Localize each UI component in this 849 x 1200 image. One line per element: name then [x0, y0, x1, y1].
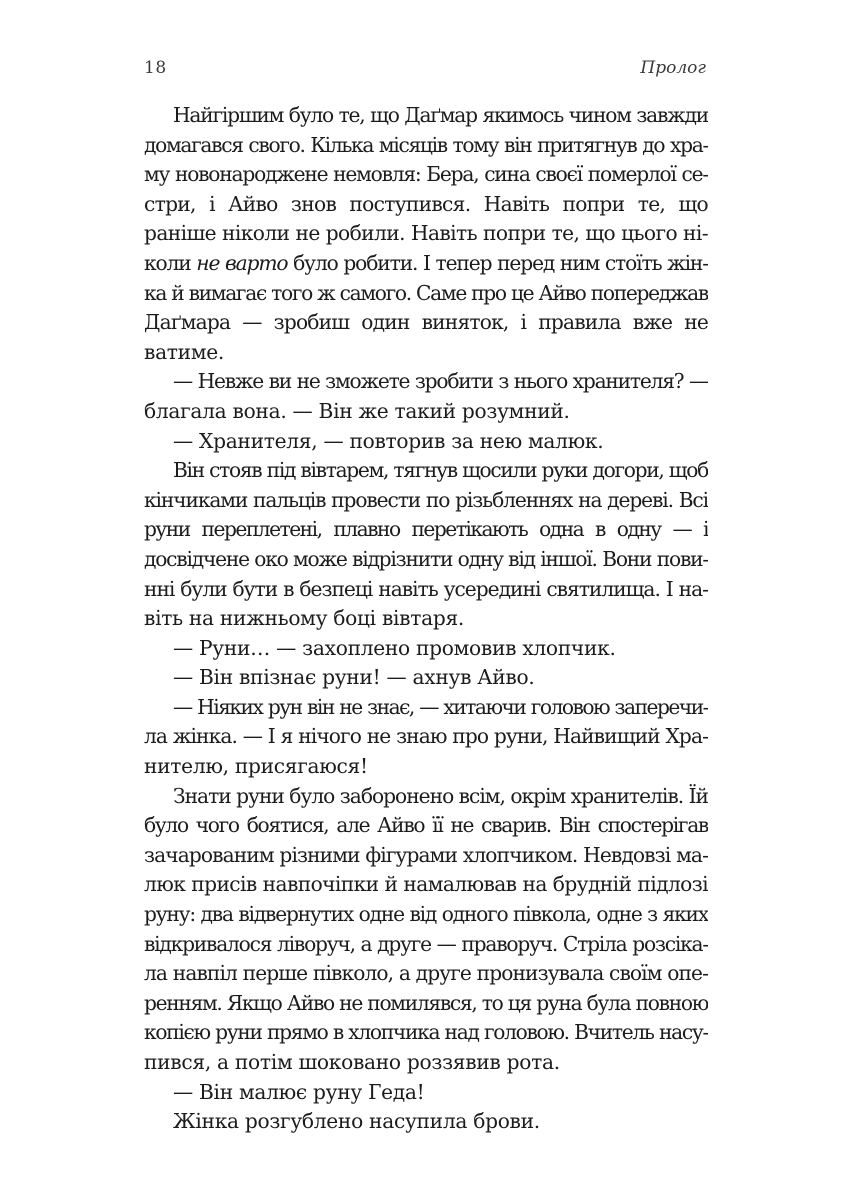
- text-line: [144, 249, 708, 279]
- text-line: Даґмара — зробиш один виняток, і правила вже не: [144, 310, 708, 335]
- text-line: кінчиками пальців провести по різьбленнях на дереві. Всі: [144, 487, 708, 512]
- text-line: му новонароджене немовля: Бера, сина своєї померлої се-: [144, 162, 708, 187]
- text-line: — Ніяких рун він не знає, — хитаючи головою заперечи-: [173, 694, 708, 719]
- running-header-chapter-title: Пролог: [640, 58, 706, 78]
- text-line: копією руни прямо в хлопчика над головою. Вчитель насу-: [144, 1020, 708, 1045]
- text-line: раніше ніколи не робили. Навіть попри те, що цього ні-: [144, 221, 708, 246]
- text-line: благала вона. — Він же такий розумний.: [144, 398, 570, 423]
- text-line: — Він впізнає руни! — ахнув Айво.: [173, 665, 535, 690]
- page-number: 18: [144, 58, 167, 78]
- text-line: — Він малює руну Геда!: [173, 1079, 425, 1104]
- text-line: ла жінка. — І я нічого не знаю про руни, Найвищий Хра-: [144, 724, 708, 749]
- emphasized-text: не варто: [196, 250, 288, 275]
- body-text: [144, 101, 708, 1137]
- text-line: стри, і Айво знов поступився. Навіть попри те, що: [144, 191, 708, 216]
- text-line: Знати руни було заборонено всім, окрім хранителів. Їй: [173, 783, 708, 808]
- text-line: пився, а потім шоковано роззявив рота.: [144, 1050, 560, 1074]
- text-line: досвідчене око може відрізнити одну від іншої. Вони пови-: [144, 546, 708, 571]
- text-line: руни переплетені, плавно перетікають одна в одну — і: [144, 517, 708, 542]
- text-segment: коли: [144, 250, 197, 275]
- text-line: ренням. Якщо Айво не помилявся, то ця руна була повною: [144, 990, 708, 1015]
- text-line: ка й вимагає того ж самого. Саме про це Айво попереджав: [144, 280, 708, 305]
- text-line: віть на нижньому боці вівтаря.: [144, 606, 465, 631]
- text-line: ватиме.: [144, 339, 224, 364]
- text-line: зачарованим різними фігурами хлопчиком. Невдовзі ма-: [144, 842, 708, 867]
- text-line: було чого боятися, але Айво її не сварив. Він спостерігав: [144, 813, 708, 838]
- text-line: Він стояв під вівтарем, тягнув щосили руки догори, щоб: [173, 458, 708, 483]
- text-line: Жінка розгублено насупила брови.: [173, 1109, 540, 1134]
- text-line: руну: два відвернутих одне від одного півкола, одне з яких: [144, 902, 708, 927]
- text-line: домагався свого. Кілька місяців тому він притягнув до хра-: [144, 132, 708, 157]
- text-line: люк присів навпочіпки й намалював на брудній підлозі: [144, 872, 708, 897]
- text-line: Найгіршим було те, що Даґмар якимось чином завжди: [173, 103, 708, 127]
- text-line: нителю, присягаюся!: [144, 754, 368, 779]
- text-line: ла навпіл перше півколо, а друге пронизувала своїм опе-: [144, 961, 708, 986]
- text-segment: було робити. І тепер перед ним стоїть жін-: [293, 250, 708, 275]
- text-line: відкривалося ліворуч, а друге — праворуч. Стріла розсіка-: [144, 931, 708, 956]
- text-line: нні були бути в безпеці навіть усередині святилища. І на-: [144, 576, 708, 601]
- text-line: — Хранителя, — повторив за нею малюк.: [173, 428, 604, 453]
- text-line: — Невже ви не зможете зробити з нього хранителя? —: [173, 369, 708, 394]
- text-line: — Руни… — захоплено промовив хлопчик.: [173, 635, 616, 660]
